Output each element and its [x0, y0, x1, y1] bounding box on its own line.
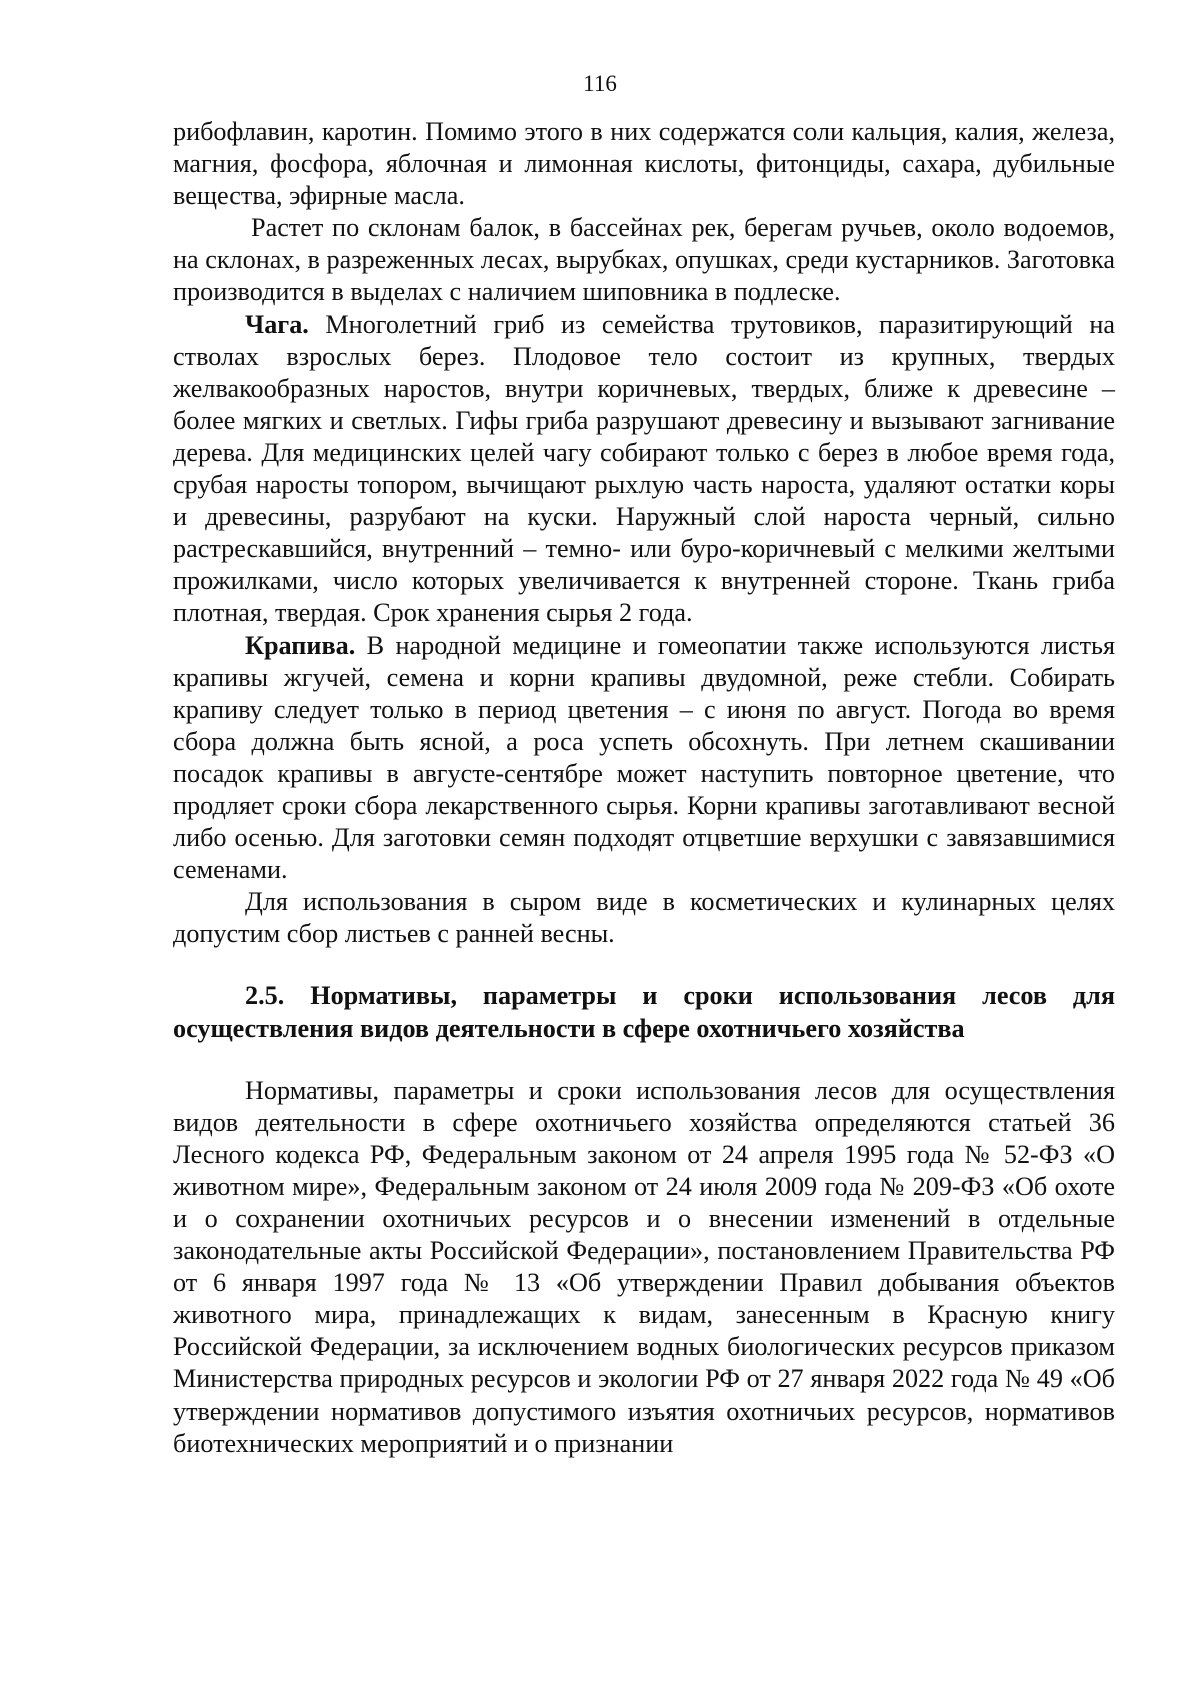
- paragraph-chaga: [173, 309, 1115, 630]
- spacer: [173, 1045, 1115, 1075]
- body-text: [173, 116, 1115, 1460]
- term-chaga: Чага.: [245, 309, 309, 339]
- spacer: [173, 950, 1115, 980]
- chaga-description: Многолетний гриб из семейства трутовиков, паразитирующий на стволах взрослых берез. Плодовое тело состоит из крупных, твердых желвакообразных наростов, внутри коричневых, твердых, ближе к древесине – более мягких и светлых. Гифы гриба разрушают древесину и вызывают загнивание дерева. Для медицинских целей чагу собирают только с берез в любое время года, срубая наросты топором, вычищают рыхлую часть нароста, удаляют остатки коры и древесины, разрубают на куски. Наружный слой нароста черный, сильно растрескавшийся, внутренний – темно- или буро-коричневый с мелкими желтыми прожилками, число которых увеличивается к внутренней стороне. Ткань гриба плотная, твердая. Срок хранения сырья 2 года.: [173, 309, 1115, 628]
- paragraph-nettle: [173, 630, 1115, 887]
- page-number: 116: [583, 71, 617, 96]
- section-heading: 2.5. Нормативы, параметры и сроки использования лесов для осуществления видов деятельности в сфере охотничьего хозяйства: [173, 981, 1115, 1043]
- paragraph-hunting-norms: Нормативы, параметры и сроки использования лесов для осуществления видов деятельности в сфере охотничьего хозяйства определяются статьей 36 Лесного кодекса РФ, Федеральным законом от 24 апреля 1995 года № 52-ФЗ «О животном мире», Федеральным законом от 24 июля 2009 года № 209-ФЗ «Об охоте и о сохранении охотничьих ресурсов и о внесении изменений в отдельные законодательные акты Российской Федерации», постановлением Правительства РФ от 6 января 1997 года № 13 «Об утверждении Правил добывания объектов животного мира, принадлежащих к видам, занесенным в Красную книгу Российской Федерации, за исключением водных биологических ресурсов приказом Министерства природных ресурсов и экологии РФ от 27 января 2022 года № 49 «Об утверждении нормативов допустимого изъятия охотничьих ресурсов, нормативов биотехнических мероприятий и о признании: [173, 1075, 1115, 1458]
- paragraph-vitamins: рибофлавин, каротин. Помимо этого в них содержатся соли кальция, калия, железа, магния, фосфора, яблочная и лимонная кислоты, фитонциды, сахара, дубильные вещества, эфирные масла.: [173, 117, 1115, 211]
- term-nettle: Крапива.: [245, 630, 356, 660]
- paragraph-raw-use: Для использования в сыром виде в косметических и кулинарных целях допустим сбор листьев с ранней весны.: [173, 887, 1115, 949]
- nettle-description: В народной медицине и гомеопатии также используются листья крапивы жгучей, семена и корни крапивы двудомной, реже стебли. Собирать крапиву следует только в период цветения – с июня по август. Погода во время сбора должна быть ясной, а роса успеть обсохнуть. При летнем скашивании посадок крапивы в августе-сентябре может наступить повторное цветение, что продляет сроки сбора лекарственного сырья. Корни крапивы заготавливают весной либо осенью. Для заготовки семян подходят отцветшие верхушки с завязавшимися семенами.: [173, 630, 1115, 885]
- paragraph-habitat: Растет по склонам балок, в бассейнах рек, берегам ручьев, около водоемов, на склонах, в разреженных лесах, вырубках, опушках, среди кустарников. Заготовка производится в выделах с наличием шиповника в подлеске.: [173, 213, 1115, 307]
